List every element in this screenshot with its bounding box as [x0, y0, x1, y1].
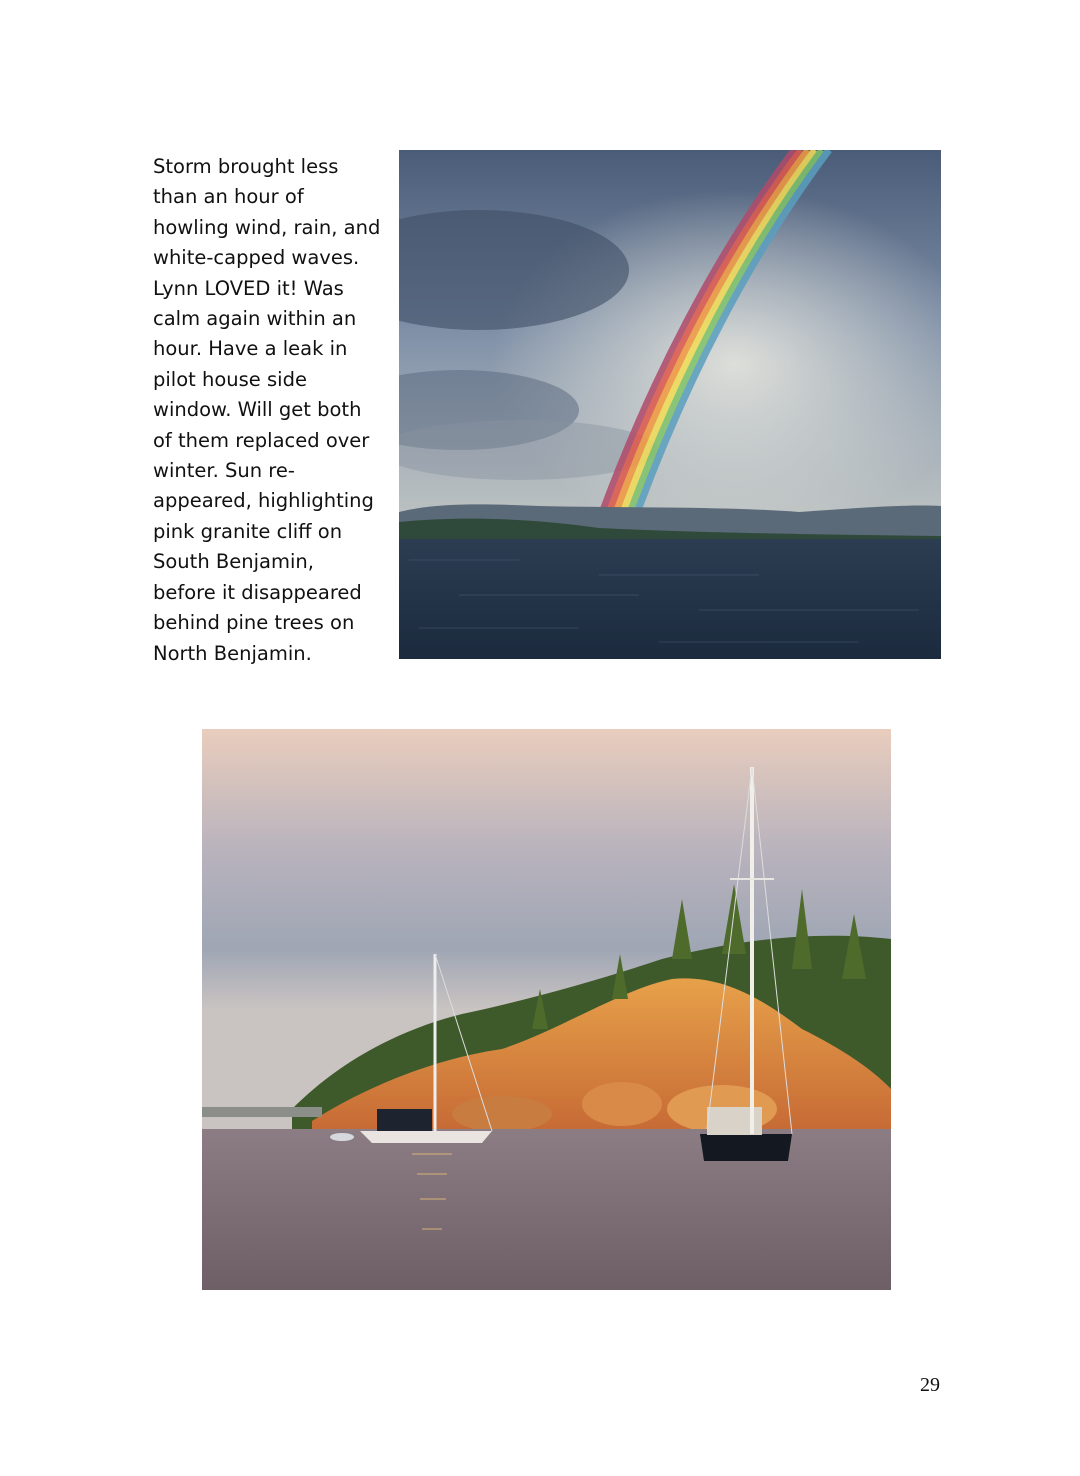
story-line: Storm brought less: [153, 155, 339, 178]
story-line: Lynn LOVED it! Was: [153, 276, 344, 300]
story-line: calm again within an: [153, 307, 357, 331]
story-line: window. Will get both: [153, 398, 362, 422]
story-line: than an hour of: [153, 185, 304, 209]
story-line: behind pine trees on: [153, 611, 355, 635]
story-line: appeared, highlighting: [153, 489, 374, 513]
story-text: [153, 152, 393, 669]
sailboat-photo: [202, 729, 891, 1290]
story-line: winter. Sun re-: [153, 459, 295, 483]
story-line: hour. Have a leak in: [153, 337, 348, 361]
page-number: 29: [920, 1374, 940, 1396]
story-line: white-capped waves.: [153, 246, 360, 270]
story-line: North Benjamin.: [153, 641, 312, 665]
rainbow-photo-image: [399, 150, 941, 659]
story-line: of them replaced over: [153, 428, 370, 452]
story-line: pink granite cliff on: [153, 519, 343, 543]
sailboat-photo-image: [202, 729, 891, 1290]
story-line: South Benjamin,: [153, 550, 314, 574]
story-line: howling wind, rain, and: [153, 215, 381, 239]
story-line: before it disappeared: [153, 580, 362, 604]
rainbow-photo: [399, 150, 941, 659]
story-line: pilot house side: [153, 367, 307, 391]
